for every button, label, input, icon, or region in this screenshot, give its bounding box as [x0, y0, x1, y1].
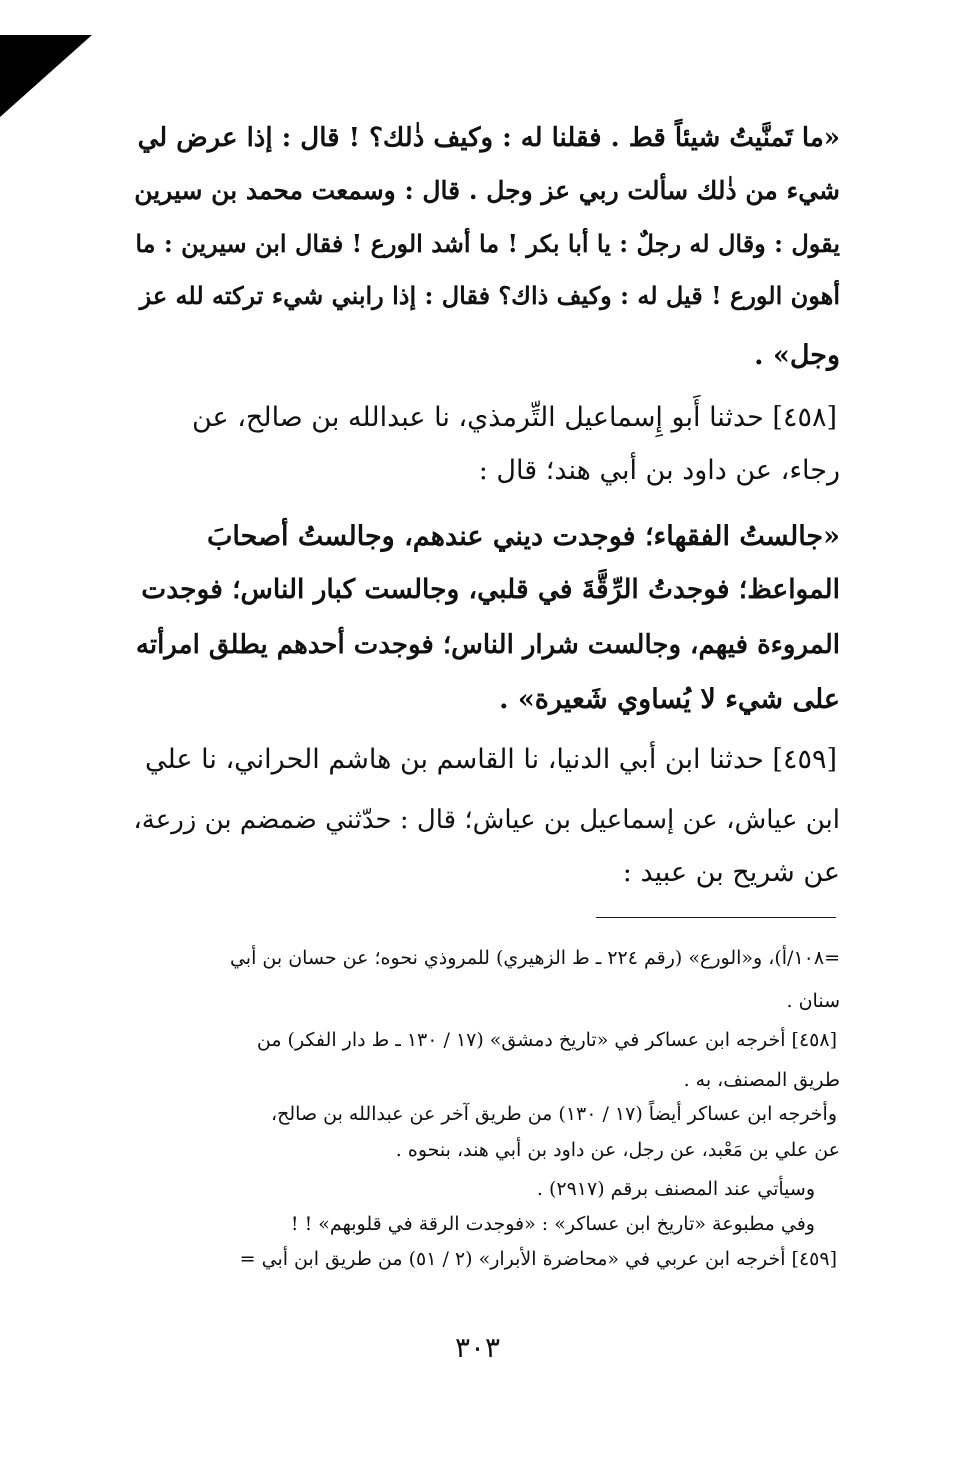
- footnote-line: عن علي بن مَعْبد، عن رجل، عن داود بن أبي هند، بنحوه .: [395, 1139, 840, 1161]
- footnote-line: سنان .: [786, 990, 840, 1012]
- footnote-separator: [596, 917, 836, 918]
- footnote-line: وسيأتي عند المصنف برقم (٢٩١٧) .: [536, 1178, 815, 1200]
- page-number: ٣٠٣: [454, 1331, 501, 1364]
- footnote-line: [٤٥٨] أخرجه ابن عساكر في «تاريخ دمشق» (١٧ / ١٣٠ ـ ط دار الفكر) من: [256, 1029, 837, 1051]
- page-corner-mark: [0, 35, 92, 117]
- isnad-459-line: عن شريح بن عبيد :: [622, 857, 840, 888]
- main-text-line: أهون الورع ! قيل له : وكيف ذاك؟ فقال : إذا رابني شيء تركته لله عز: [139, 281, 840, 310]
- isnad-458-line: [٤٥٨] حدثنا أَبو إِسماعيل التِّرمذي، نا عبدالله بن صالح، عن: [191, 402, 837, 433]
- footnote-line: وأخرجه ابن عساكر أيضاً (١٧ / ١٣٠) من طريق آخر عن عبدالله بن صالح،: [270, 1103, 837, 1125]
- matn-458-line: المواعظ؛ فوجدتُ الرِّقَّةَ في قلبي، وجالست كبار الناس؛ فوجدت: [141, 574, 840, 605]
- main-text-line: وجل» .: [754, 340, 840, 371]
- footnote-line: طريق المصنف، به .: [683, 1069, 840, 1091]
- main-text-line: «ما تَمنَّيتُ شيئاً قط . فقلنا له : وكيف ذٰلك؟ ! قال : إذا عرض لي: [137, 123, 840, 153]
- main-text-line: يقول : وقال له رجلٌ : يا أبا بكر ! ما أشد الورع ! فقال ابن سيرين : ما: [135, 229, 840, 258]
- matn-458-line: «جالستُ الفقهاء؛ فوجدت ديني عندهم، وجالستُ أصحابَ: [207, 521, 840, 552]
- matn-458-line: المروءة فيهم، وجالست شرار الناس؛ فوجدت أحدهم يطلق امرأته: [135, 630, 840, 660]
- footnote-line: =١٠٨/أ)، و«الورع» (رقم ٢٢٤ ـ ط الزهيري) للمروذي نحوه؛ عن حسان بن أبي: [229, 947, 840, 969]
- footnote-line: [٤٥٩] أخرجه ابن عربي في «محاضرة الأبرار» (٢ / ٥١) من طريق ابن أبي =: [239, 1248, 837, 1270]
- isnad-458-line: رجاء، عن داود بن أبي هند؛ قال :: [478, 455, 840, 486]
- footnote-line: وفي مطبوعة «تاريخ ابن عساكر» : «فوجدت الرقة في قلوبهم» ! !: [290, 1213, 815, 1235]
- isnad-459-line: [٤٥٩] حدثنا ابن أبي الدنيا، نا القاسم بن هاشم الحراني، نا علي: [144, 744, 837, 775]
- isnad-459-line: ابن عياش، عن إسماعيل بن عياش؛ قال : حدّثني ضمضم بن زرعة،: [133, 805, 840, 835]
- main-text-line: شيء من ذٰلك سألت ربي عز وجل . قال : وسمعت محمد بن سيرين: [134, 176, 840, 205]
- matn-458-line: على شيء لا يُساوي شَعيرة» .: [499, 684, 840, 715]
